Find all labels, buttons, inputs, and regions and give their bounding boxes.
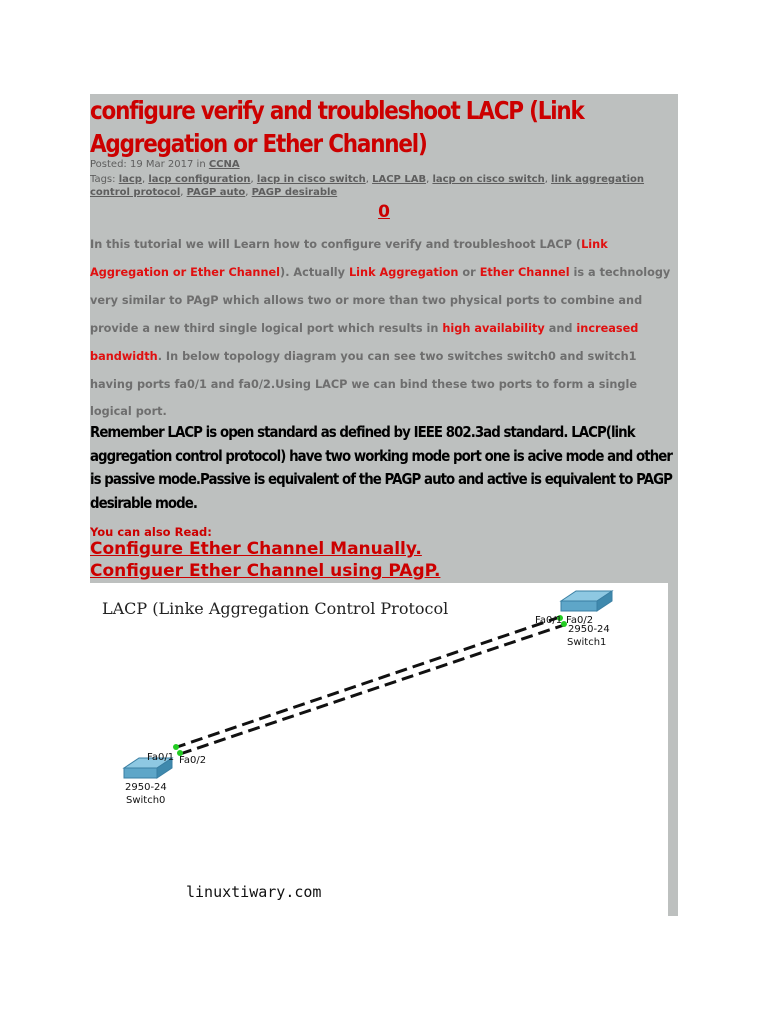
post-meta bbox=[90, 158, 240, 171]
link-fa0-2 bbox=[180, 625, 564, 754]
tag-link[interactable]: PAGP desirable bbox=[251, 187, 338, 198]
posted-date: Posted: 19 Mar 2017 in bbox=[90, 159, 209, 170]
topology-diagram bbox=[90, 583, 668, 916]
tag-link[interactable]: lacp in cisco switch bbox=[256, 174, 366, 185]
intro-text: and bbox=[544, 321, 577, 335]
switch1-name: Switch1 bbox=[567, 637, 607, 648]
related-link-pagp[interactable]: Configuer Ether Channel using PAgP. bbox=[90, 561, 441, 581]
switch0-port-b: Fa0/2 bbox=[179, 755, 207, 766]
link-fa0-1 bbox=[174, 615, 563, 748]
watermark: linuxtiwary.com bbox=[186, 883, 322, 901]
article-title-line-1: configure verify and troubleshoot LACP (Link bbox=[90, 96, 584, 125]
intro-text: In this tutorial we will Learn how to configure verify and troubleshoot LACP ( bbox=[90, 238, 582, 251]
remember-text: Remember LACP is open standard as defined by IEEE 802.3ad standard. LACP(link aggregation control protocol) have two working mode port one is acive mode and other is passive mode.Passive is equivalent of the PAGP auto and active is equivalent to PAGP desirable mode. bbox=[90, 423, 672, 512]
switch0-name: Switch0 bbox=[126, 795, 166, 806]
article-panel bbox=[90, 94, 678, 916]
switch1-port-b: Fa0/2 bbox=[566, 615, 594, 626]
remember-note bbox=[90, 421, 678, 515]
tag-link[interactable]: lacp configuration bbox=[148, 174, 251, 185]
switch0-port-a: Fa0/1 bbox=[147, 752, 175, 763]
intro-highlight: high availability bbox=[442, 321, 545, 335]
comment-count[interactable]: 0 bbox=[378, 202, 390, 222]
also-read-label: You can also Read: bbox=[90, 525, 212, 539]
intro-text: or bbox=[458, 265, 480, 279]
intro-text: ). Actually bbox=[280, 265, 349, 279]
intro-text: . In below topology diagram you can see two switches switch0 and switch1 having ports fa0/1 and fa0/2.Using LACP we can bind these two ports to form a single logical port. bbox=[90, 349, 638, 419]
intro-highlight: Ether Channel bbox=[479, 265, 570, 279]
switch1-model: 2950-24 bbox=[568, 624, 610, 635]
tag-link[interactable]: lacp bbox=[118, 174, 142, 185]
related-link-manual[interactable]: Configure Ether Channel Manually. bbox=[90, 539, 422, 559]
switch1-port-a: Fa0/1 bbox=[535, 615, 563, 626]
link-light bbox=[173, 744, 179, 750]
tag-link[interactable]: link aggregation control protocol bbox=[90, 174, 645, 198]
switch0-model: 2950-24 bbox=[125, 782, 167, 793]
diagram-title: LACP (Linke Aggregation Control Protocol bbox=[102, 599, 449, 618]
intro-highlight: increased bandwidth bbox=[90, 321, 639, 363]
category-link[interactable]: CCNA bbox=[208, 159, 240, 170]
intro-highlight: Link Aggregation bbox=[348, 265, 459, 279]
article-title-line-2: Aggregation or Ether Channel) bbox=[90, 129, 427, 158]
tag-link[interactable]: lacp on cisco switch bbox=[432, 174, 545, 185]
tags-label: Tags: bbox=[90, 174, 119, 185]
tag-link[interactable]: LACP LAB bbox=[372, 174, 427, 185]
intro-text: is a technology very similar to PAgP which allows two or more than two physical ports to combine and provide a new third single logical port which results in bbox=[90, 265, 671, 335]
topology-svg bbox=[90, 583, 668, 916]
tags-list: Tags: lacp, lacp configuration, lacp in cisco switch, LACP LAB, lacp on cisco switch, link aggregation control protocol, PAGP auto, PAGP desirable bbox=[90, 174, 645, 198]
article-title bbox=[90, 94, 596, 160]
intro-paragraph bbox=[90, 231, 678, 426]
switch1-icon[interactable] bbox=[561, 591, 612, 611]
intro-highlight: Link Aggregation or Ether Channel bbox=[90, 238, 608, 279]
tag-link[interactable]: PAGP auto bbox=[186, 187, 246, 198]
